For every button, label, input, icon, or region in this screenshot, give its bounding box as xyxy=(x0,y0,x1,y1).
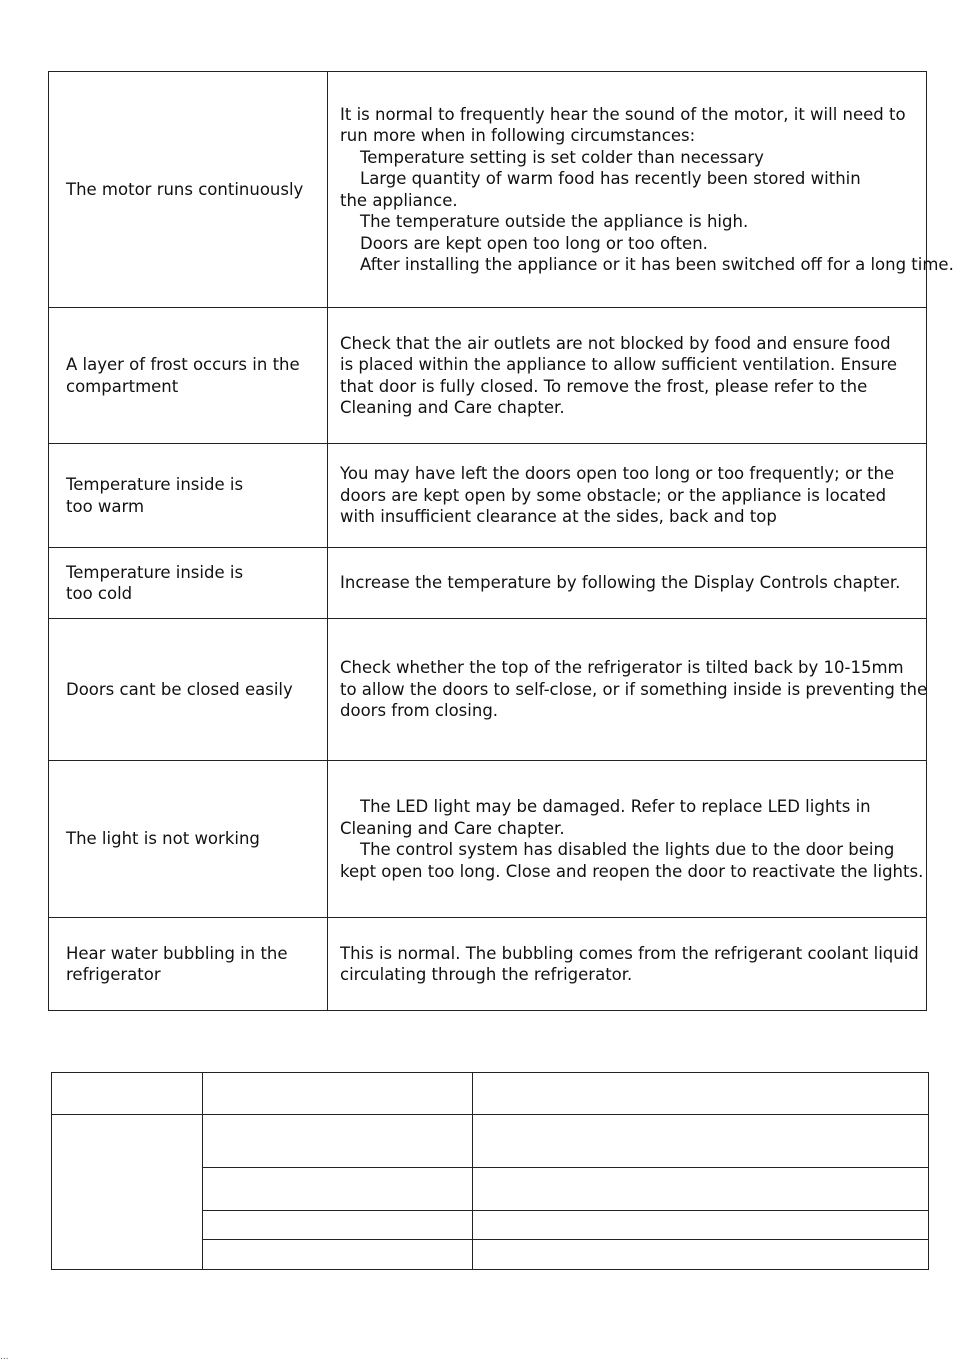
table-cell xyxy=(473,1073,929,1115)
solution-cell xyxy=(328,308,927,444)
solution-cell xyxy=(328,761,927,918)
solution-cell xyxy=(328,918,927,1011)
solution-line: run more when in following circumstances: xyxy=(340,126,696,145)
table-cell xyxy=(203,1168,473,1211)
table-row xyxy=(49,444,927,548)
table-cell xyxy=(52,1115,203,1270)
table-row xyxy=(49,72,927,308)
table-row xyxy=(52,1115,929,1168)
solution-line: This is normal. The bubbling comes from the refrigerant coolant liquid xyxy=(340,943,919,963)
problem-text: Doors cant be closed easily xyxy=(66,679,293,699)
solution-line: with insufficient clearance at the sides, back and top xyxy=(340,507,777,527)
solution-line: Cleaning and Care chapter. xyxy=(340,398,565,417)
problem-cell xyxy=(49,444,328,548)
solution-line: that door is fully closed. To remove the frost, please refer to the xyxy=(340,376,868,396)
problem-text: A layer of frost occurs in the xyxy=(66,355,300,374)
solution-line: circulating through the refrigerator. xyxy=(340,965,633,984)
solution-line: Temperature setting is set colder than necessary xyxy=(360,147,764,167)
solution-cell xyxy=(328,619,927,761)
problem-cell xyxy=(49,308,328,444)
solution-line: The control system has disabled the lights due to the door being xyxy=(360,840,895,859)
corner-mark: ... xyxy=(0,1352,9,1362)
problem-text: too cold xyxy=(66,584,133,603)
problem-cell xyxy=(49,761,328,918)
problem-text: Temperature inside is xyxy=(66,562,244,582)
solution-cell xyxy=(328,548,927,619)
table-row xyxy=(49,548,927,619)
problem-text: compartment xyxy=(66,376,179,396)
table-cell xyxy=(203,1115,473,1168)
table-cell xyxy=(203,1211,473,1240)
problem-text: Temperature inside is xyxy=(66,475,244,494)
empty-grid-table xyxy=(51,1072,929,1270)
table-cell xyxy=(473,1168,929,1211)
problem-text: refrigerator xyxy=(66,965,161,984)
solution-line: is placed within the appliance to allow sufficient ventilation. Ensure xyxy=(340,355,898,374)
problem-text: The motor runs continuously xyxy=(66,179,304,199)
problem-text: Hear water bubbling in the xyxy=(66,943,288,963)
table-row xyxy=(49,761,927,918)
table-row xyxy=(49,308,927,444)
solution-line: the appliance. xyxy=(340,190,458,210)
solution-cell xyxy=(328,72,954,308)
solution-line: Check whether the top of the refrigerator is tilted back by 10-15mm xyxy=(340,658,904,678)
solution-cell xyxy=(328,444,927,548)
troubleshooting-table xyxy=(48,71,954,1011)
solution-line: The LED light may be damaged. Refer to replace LED lights in xyxy=(360,797,871,816)
solution-line: The temperature outside the appliance is high. xyxy=(360,212,749,231)
problem-cell xyxy=(49,72,328,308)
solution-line: doors are kept open by some obstacle; or the appliance is located xyxy=(340,485,887,505)
table-cell xyxy=(203,1240,473,1270)
solution-line: It is normal to frequently hear the sound of the motor, it will need to xyxy=(340,104,906,124)
solution-line: Large quantity of warm food has recently been stored within xyxy=(360,169,861,188)
table-cell xyxy=(473,1115,929,1168)
solution-line: Check that the air outlets are not blocked by food and ensure food xyxy=(340,333,891,353)
table-row xyxy=(49,918,927,1011)
solution-line: Cleaning and Care chapter. xyxy=(340,818,565,838)
problem-cell xyxy=(49,619,328,761)
table-cell xyxy=(52,1073,203,1115)
solution-line: kept open too long. Close and reopen the door to reactivate the lights. xyxy=(340,861,924,881)
table-cell xyxy=(203,1073,473,1115)
solution-line: doors from closing. xyxy=(340,701,499,721)
problem-cell xyxy=(49,548,328,619)
table-cell xyxy=(473,1240,929,1270)
solution-line: Doors are kept open too long or too often. xyxy=(360,233,708,253)
problem-cell xyxy=(49,918,328,1011)
solution-line: After installing the appliance or it has been switched off for a long time. xyxy=(360,255,954,274)
table-cell xyxy=(473,1211,929,1240)
problem-text: The light is not working xyxy=(66,829,260,849)
solution-line: to allow the doors to self-close, or if something inside is preventing the xyxy=(340,679,928,699)
problem-text: too warm xyxy=(66,496,145,516)
solution-line: You may have left the doors open too long or too frequently; or the xyxy=(340,464,895,484)
solution-line: Increase the temperature by following the Display Controls chapter. xyxy=(340,573,901,593)
table-row xyxy=(52,1073,929,1115)
table-row xyxy=(49,619,927,761)
